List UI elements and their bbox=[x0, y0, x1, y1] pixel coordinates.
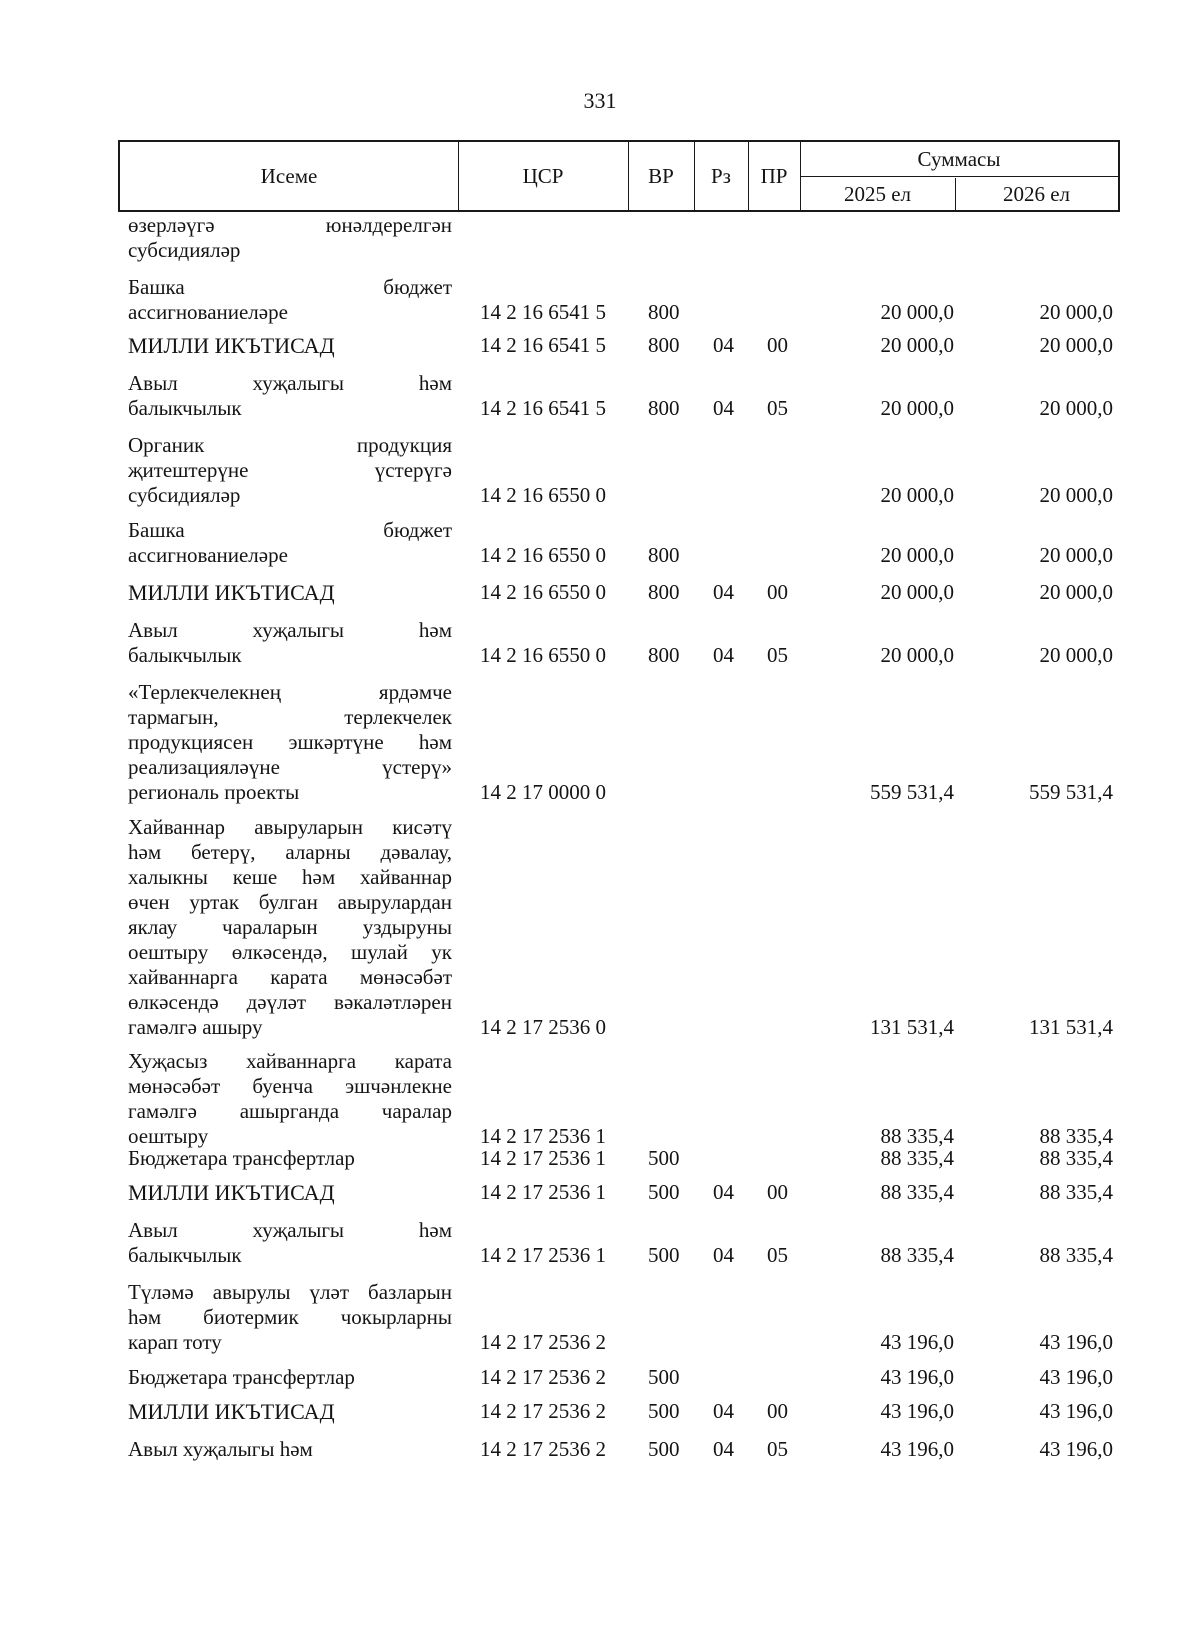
row-vr: 800 bbox=[648, 580, 680, 604]
table-row bbox=[0, 1399, 1200, 1424]
row-rz: 04 bbox=[713, 333, 734, 357]
row-rz: 04 bbox=[713, 1243, 734, 1267]
row-name-line: Авыл хуҗалыгы һәм bbox=[128, 371, 452, 395]
row-name-line: Башка бюджет bbox=[128, 518, 452, 542]
row-sum-2026: 20 000,0 bbox=[1039, 300, 1113, 324]
row-name-line: Авыл хуҗалыгы һәм bbox=[128, 618, 452, 642]
table-row bbox=[0, 333, 1200, 358]
row-name-line: Органик продукция bbox=[128, 433, 452, 457]
row-name-line: ассигнованиеләре bbox=[128, 543, 288, 567]
table-row bbox=[0, 680, 1200, 805]
row-sum-2026: 20 000,0 bbox=[1039, 333, 1113, 357]
table-row bbox=[0, 815, 1200, 1040]
row-rz: 04 bbox=[713, 643, 734, 667]
row-csr: 14 2 16 6541 5 bbox=[480, 300, 606, 324]
row-pr: 05 bbox=[767, 1243, 788, 1267]
row-csr: 14 2 16 6550 0 bbox=[480, 580, 606, 604]
header-year-2026: 2026 ел bbox=[1002, 181, 1071, 206]
row-sum-2026: 559 531,4 bbox=[1029, 780, 1113, 804]
row-name-line: Авыл хуҗалыгы һәм bbox=[128, 1437, 313, 1461]
row-name bbox=[128, 433, 452, 508]
table-row bbox=[0, 371, 1200, 421]
row-name-line: Хайваннар авыруларын кисәтү bbox=[128, 815, 452, 839]
row-name-line: реализацияләүне үстерү» bbox=[128, 755, 452, 779]
header-rz: Рз bbox=[711, 163, 731, 188]
page-number: 331 bbox=[583, 88, 617, 113]
row-sum-2026: 20 000,0 bbox=[1039, 483, 1113, 507]
row-name-line: тармагын, терлекчелек bbox=[128, 705, 452, 729]
row-name bbox=[128, 1146, 452, 1171]
table-row bbox=[0, 1049, 1200, 1149]
row-csr: 14 2 16 6541 5 bbox=[480, 396, 606, 420]
row-pr: 05 bbox=[767, 1437, 788, 1461]
row-sum-2025: 88 335,4 bbox=[880, 1243, 954, 1267]
row-name bbox=[128, 618, 452, 668]
row-sum-2025: 20 000,0 bbox=[880, 483, 954, 507]
row-csr: 14 2 17 0000 0 bbox=[480, 780, 606, 804]
row-csr: 14 2 16 6550 0 bbox=[480, 483, 606, 507]
row-name bbox=[128, 815, 452, 1040]
row-name-line: продукциясен эшкәртүне һәм bbox=[128, 730, 452, 754]
table-row bbox=[0, 1437, 1200, 1462]
row-sum-2025: 20 000,0 bbox=[880, 396, 954, 420]
table-row bbox=[0, 518, 1200, 568]
table-row bbox=[0, 1280, 1200, 1355]
row-name-line: субсидияләр bbox=[128, 483, 241, 507]
header-name: Исеме bbox=[260, 163, 318, 188]
row-name-line: Башка бюджет bbox=[128, 275, 452, 299]
row-sum-2025: 131 531,4 bbox=[870, 1015, 954, 1039]
row-vr: 500 bbox=[648, 1399, 680, 1423]
row-vr: 500 bbox=[648, 1365, 680, 1389]
row-csr: 14 2 17 2536 1 bbox=[480, 1243, 606, 1267]
header-csr: ЦСР bbox=[522, 163, 564, 188]
row-name bbox=[128, 680, 452, 805]
header-sums: Суммасы bbox=[917, 146, 1001, 171]
row-sum-2025: 20 000,0 bbox=[880, 543, 954, 567]
row-name-line: МИЛЛИ ИКЪТИСАД bbox=[128, 1399, 335, 1424]
row-sum-2025: 88 335,4 bbox=[880, 1180, 954, 1204]
table-row bbox=[0, 580, 1200, 605]
row-sum-2026: 43 196,0 bbox=[1039, 1399, 1113, 1423]
row-name-line: ассигнованиеләре bbox=[128, 300, 288, 324]
row-name-line: һәм бетерү, аларны дәвалау, bbox=[128, 840, 452, 864]
row-name-line: Авыл хуҗалыгы һәм bbox=[128, 1218, 452, 1242]
row-sum-2025: 43 196,0 bbox=[880, 1437, 954, 1461]
row-name-line: Бюджетара трансфертлар bbox=[128, 1365, 355, 1389]
row-sum-2026: 88 335,4 bbox=[1039, 1180, 1113, 1204]
header-vr: ВР bbox=[648, 163, 674, 188]
row-sum-2025: 43 196,0 bbox=[880, 1399, 954, 1423]
row-sum-2025: 43 196,0 bbox=[880, 1330, 954, 1354]
row-name bbox=[128, 1280, 452, 1355]
row-name bbox=[128, 1365, 452, 1390]
row-sum-2025: 20 000,0 bbox=[880, 333, 954, 357]
row-sum-2025: 20 000,0 bbox=[880, 300, 954, 324]
row-rz: 04 bbox=[713, 580, 734, 604]
table-header bbox=[118, 140, 1120, 212]
table-row bbox=[0, 1180, 1200, 1205]
row-csr: 14 2 17 2536 2 bbox=[480, 1330, 606, 1354]
row-name bbox=[128, 1218, 452, 1268]
row-name-line: МИЛЛИ ИКЪТИСАД bbox=[128, 580, 335, 605]
row-name-line: региональ проекты bbox=[128, 780, 300, 804]
row-csr: 14 2 17 2536 1 bbox=[480, 1146, 606, 1170]
row-vr: 500 bbox=[648, 1146, 680, 1170]
row-vr: 800 bbox=[648, 300, 680, 324]
row-csr: 14 2 17 2536 2 bbox=[480, 1399, 606, 1423]
row-pr: 00 bbox=[767, 1180, 788, 1204]
row-sum-2025: 88 335,4 bbox=[880, 1146, 954, 1170]
row-sum-2026: 88 335,4 bbox=[1039, 1124, 1113, 1148]
row-vr: 500 bbox=[648, 1180, 680, 1204]
row-name-line: өлкәсендә дәүләт вәкаләтләрен bbox=[128, 990, 452, 1014]
row-name-line: һәм биотермик чокырларны bbox=[128, 1305, 452, 1329]
row-name-line: субсидияләр bbox=[128, 238, 241, 262]
row-rz: 04 bbox=[713, 1437, 734, 1461]
row-name-line: оештыру өлкәсендә, шулай ук bbox=[128, 940, 452, 964]
row-vr: 800 bbox=[648, 396, 680, 420]
row-name bbox=[128, 580, 452, 605]
row-name-line: өчен уртак булган авырулардан bbox=[128, 890, 452, 914]
row-name-line: җитештерүне үстерүгә bbox=[128, 458, 452, 482]
row-csr: 14 2 16 6550 0 bbox=[480, 643, 606, 667]
row-pr: 05 bbox=[767, 396, 788, 420]
row-name-line: халыкны кеше һәм хайваннар bbox=[128, 865, 452, 889]
table-row bbox=[0, 1218, 1200, 1268]
row-sum-2026: 88 335,4 bbox=[1039, 1243, 1113, 1267]
row-vr: 800 bbox=[648, 643, 680, 667]
row-csr: 14 2 17 2536 1 bbox=[480, 1180, 606, 1204]
row-name bbox=[128, 333, 452, 358]
row-name bbox=[128, 275, 452, 325]
row-sum-2026: 131 531,4 bbox=[1029, 1015, 1113, 1039]
row-name-line: балыкчылык bbox=[128, 643, 242, 667]
row-name bbox=[128, 1437, 452, 1462]
row-name-line: яклау чараларын уздыруны bbox=[128, 915, 452, 939]
row-sum-2026: 88 335,4 bbox=[1039, 1146, 1113, 1170]
header-year-2025: 2025 ел bbox=[843, 181, 912, 206]
row-sum-2025: 88 335,4 bbox=[880, 1124, 954, 1148]
row-csr: 14 2 17 2536 2 bbox=[480, 1365, 606, 1389]
row-name-line: МИЛЛИ ИКЪТИСАД bbox=[128, 1180, 335, 1205]
row-sum-2026: 43 196,0 bbox=[1039, 1365, 1113, 1389]
row-sum-2026: 20 000,0 bbox=[1039, 543, 1113, 567]
row-name-line: балыкчылык bbox=[128, 396, 242, 420]
row-name bbox=[128, 1180, 452, 1205]
header-pr: ПР bbox=[760, 163, 788, 188]
row-pr: 00 bbox=[767, 1399, 788, 1423]
row-sum-2026: 43 196,0 bbox=[1039, 1330, 1113, 1354]
table-row bbox=[0, 275, 1200, 325]
row-name-line: балыкчылык bbox=[128, 1243, 242, 1267]
row-vr: 800 bbox=[648, 543, 680, 567]
row-sum-2025: 43 196,0 bbox=[880, 1365, 954, 1389]
table-row bbox=[0, 1365, 1200, 1390]
row-sum-2026: 20 000,0 bbox=[1039, 580, 1113, 604]
row-name-line: гамәлгә ашыру bbox=[128, 1015, 263, 1039]
row-csr: 14 2 16 6550 0 bbox=[480, 543, 606, 567]
row-name-line: Бюджетара трансфертлар bbox=[128, 1146, 355, 1170]
row-sum-2025: 20 000,0 bbox=[880, 580, 954, 604]
row-name bbox=[128, 1399, 452, 1424]
row-name-line: Хуҗасыз хайваннарга карата bbox=[128, 1049, 452, 1073]
row-name-line: мөнәсәбәт буенча эшчәнлекне bbox=[128, 1074, 452, 1098]
row-vr: 500 bbox=[648, 1437, 680, 1461]
table-row bbox=[0, 433, 1200, 508]
table-row bbox=[0, 618, 1200, 668]
row-name-line: «Терлекчелекнең ярдәмче bbox=[128, 680, 452, 704]
row-sum-2026: 43 196,0 bbox=[1039, 1437, 1113, 1461]
row-sum-2025: 20 000,0 bbox=[880, 643, 954, 667]
row-rz: 04 bbox=[713, 1399, 734, 1423]
row-name bbox=[128, 213, 452, 263]
row-name-line: карап тоту bbox=[128, 1330, 222, 1354]
row-vr: 800 bbox=[648, 333, 680, 357]
row-name-line: Түләмә авырулы үләт базларын bbox=[128, 1280, 452, 1304]
table-row bbox=[0, 213, 1200, 263]
row-csr: 14 2 16 6541 5 bbox=[480, 333, 606, 357]
row-name bbox=[128, 518, 452, 568]
row-name bbox=[128, 371, 452, 421]
row-sum-2025: 559 531,4 bbox=[870, 780, 954, 804]
row-pr: 00 bbox=[767, 333, 788, 357]
row-name-line: хайваннарга карата мөнәсәбәт bbox=[128, 965, 452, 989]
row-name bbox=[128, 1049, 452, 1149]
row-csr: 14 2 17 2536 2 bbox=[480, 1437, 606, 1461]
row-name-line: МИЛЛИ ИКЪТИСАД bbox=[128, 333, 335, 358]
row-rz: 04 bbox=[713, 396, 734, 420]
row-sum-2026: 20 000,0 bbox=[1039, 396, 1113, 420]
row-rz: 04 bbox=[713, 1180, 734, 1204]
row-csr: 14 2 17 2536 1 bbox=[480, 1124, 606, 1148]
row-pr: 00 bbox=[767, 580, 788, 604]
row-csr: 14 2 17 2536 0 bbox=[480, 1015, 606, 1039]
row-name-line: оештыру bbox=[128, 1124, 209, 1148]
row-sum-2026: 20 000,0 bbox=[1039, 643, 1113, 667]
row-pr: 05 bbox=[767, 643, 788, 667]
row-name-line: гамәлгә ашырганда чаралар bbox=[128, 1099, 452, 1123]
row-vr: 500 bbox=[648, 1243, 680, 1267]
row-name-line: өзерләүгә юнәлдерелгән bbox=[128, 213, 452, 237]
table-row bbox=[0, 1146, 1200, 1171]
